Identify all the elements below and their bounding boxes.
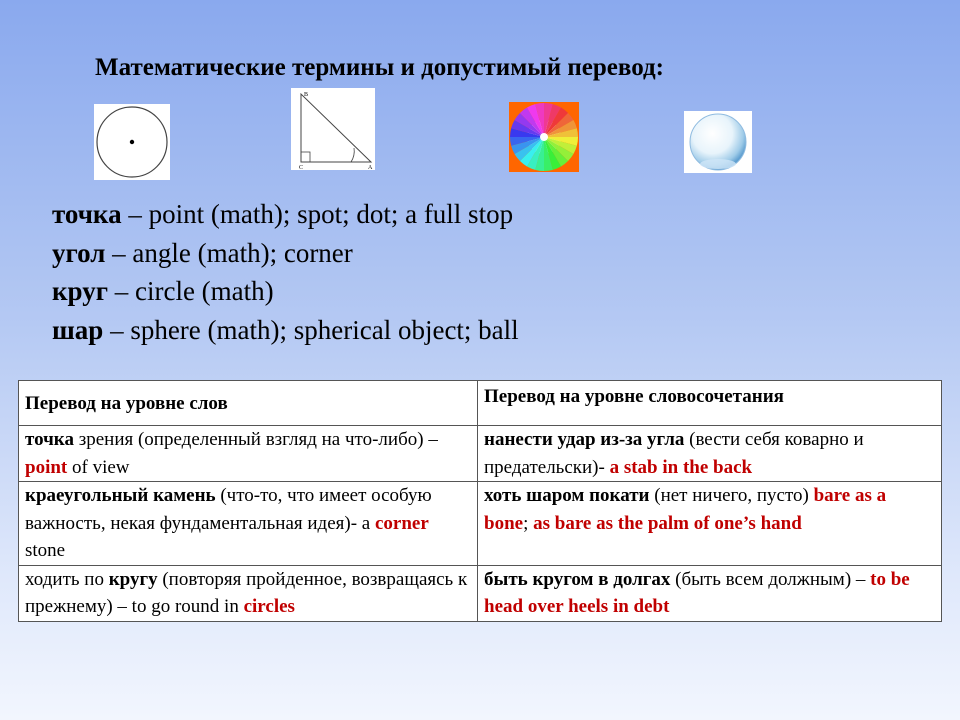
term-translation: – point (math); spot; dot; a full stop bbox=[121, 199, 514, 229]
triangle-vertex-c-label: C bbox=[299, 165, 304, 170]
term-translation: – circle (math) bbox=[107, 276, 274, 306]
table-cell: ходить по кругу (повторяя пройденное, возвращаясь к прежнему) – to go round in circles bbox=[19, 565, 478, 621]
term-item bbox=[52, 234, 672, 273]
table-row bbox=[19, 482, 942, 566]
translation-table bbox=[18, 380, 942, 622]
table-cell: краеугольный камень (что-то, что имеет особую важность, некая фундаментальная идея)- a corner stone bbox=[19, 482, 478, 566]
term-item bbox=[52, 311, 672, 350]
table-cell: нанести удар из-за угла (вести себя коварно и предательски)- a stab in the back bbox=[478, 426, 942, 482]
header-cell-words: Перевод на уровне слов bbox=[19, 381, 478, 426]
table-row bbox=[19, 426, 942, 482]
triangle-vertex-a-label: A bbox=[368, 165, 373, 170]
term-translation: – angle (math); corner bbox=[105, 237, 353, 268]
right-triangle-picture bbox=[291, 88, 375, 170]
table-cell: хоть шаром покати (нет ничего, пусто) bare as a bone; as bare as the palm of one’s hand bbox=[478, 482, 942, 566]
glass-sphere-picture bbox=[684, 111, 752, 173]
term-word: круг bbox=[52, 276, 108, 306]
term-item bbox=[52, 195, 672, 234]
circle-with-point-picture bbox=[94, 104, 170, 180]
terms-list bbox=[52, 195, 672, 349]
table-cell: быть кругом в долгах (быть всем должным) – to be head over heels in debt bbox=[478, 565, 942, 621]
table-row bbox=[19, 565, 942, 621]
table-cell: точка зрения (определенный взгляд на что-либо) – point of view bbox=[19, 426, 478, 482]
color-wheel-picture bbox=[509, 102, 579, 172]
term-item bbox=[52, 272, 672, 311]
slide-title: Математические термины и допустимый перевод: bbox=[95, 54, 664, 81]
term-word: точка bbox=[52, 199, 122, 229]
term-word: угол bbox=[52, 237, 106, 268]
term-translation: – sphere (math); spherical object; ball bbox=[103, 314, 519, 345]
term-word: шар bbox=[52, 314, 104, 345]
table-header-row bbox=[19, 381, 942, 426]
header-cell-phrases: Перевод на уровне словосочетания bbox=[478, 381, 942, 426]
triangle-vertex-b-label: B bbox=[304, 92, 309, 98]
